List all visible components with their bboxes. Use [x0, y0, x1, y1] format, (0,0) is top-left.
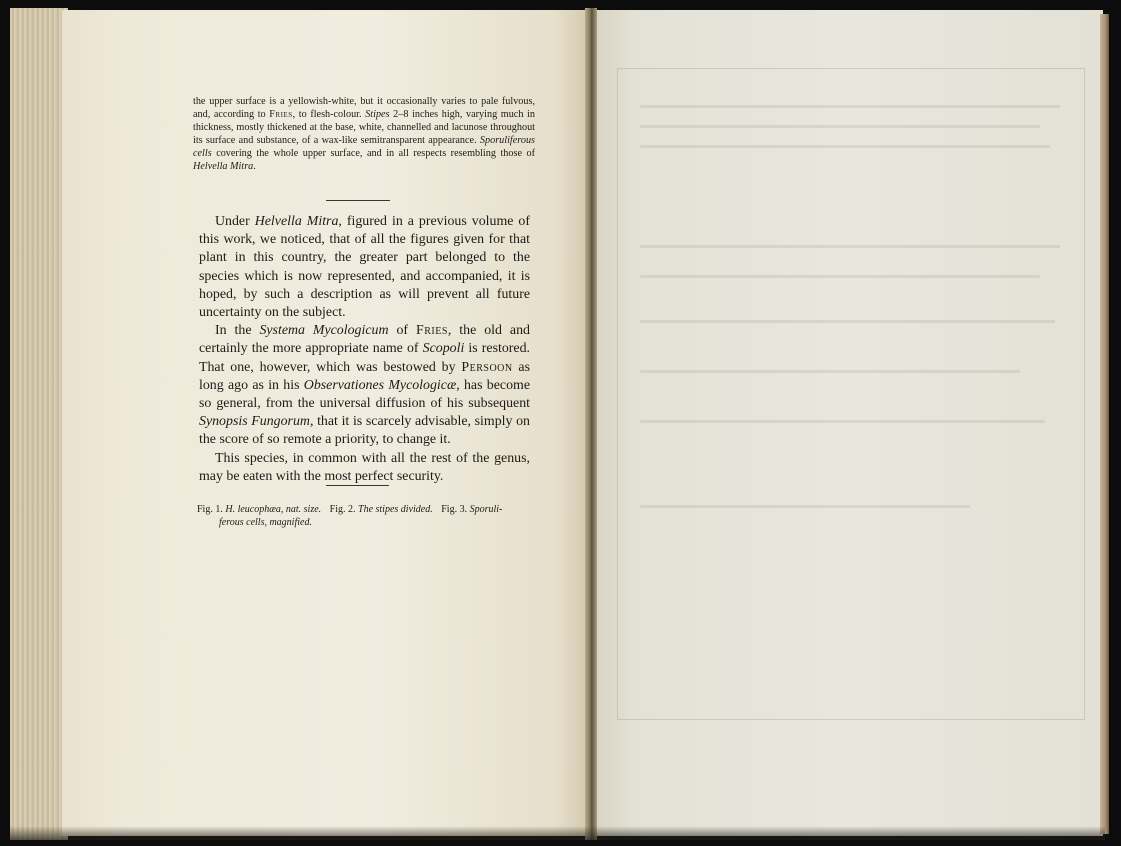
paragraph-1: Under Helvella Mitra, figured in a previous volume of this work, we noticed, that of all the figures given for that plant in this country, the greater part belonged to the species which is now represented, and accompanied, it is hoped, by such a description as will prevent all future uncertainty on the subject.	[199, 214, 530, 321]
paragraph-3: This species, in common with all the rest of the genus, may be eaten with the most perfect security.	[199, 450, 530, 484]
description-text: the upper surface is a yellowish-white, but it occasionally varies to pale fulvous, and, according to Fries, to flesh-colour. Stipes 2–8 inches high, varying much in thickness, mostly thickened at the base, white, channelled and lacunose throughout its surface and substance, of a wax-like semitransparent appearance. Sporuliferous cells covering the whole upper surface, and in all respects resembling those of Helvella Mitra.	[193, 96, 535, 172]
book-gutter	[585, 8, 597, 840]
bleed-through-line	[640, 420, 1045, 423]
figure-caption: Fig. 1. H. leucophæa, nat. size. Fig. 2. The stipes divided. Fig. 3. Sporuli- ferous cells, magnified.	[197, 504, 503, 528]
bleed-through-line	[640, 505, 970, 508]
caption-divider	[326, 485, 389, 486]
bleed-through-line	[640, 245, 1060, 248]
page-edges-left	[10, 8, 68, 840]
bleed-through-line	[640, 125, 1040, 128]
bleed-through-line	[640, 320, 1055, 323]
paragraph-2: In the Systema Mycologicum of Fries, the old and certainly the more appropriate name of Scopoli is restored. That one, however, which was bestowed by Persoon as long ago as in his Observationes Mycologicæ, has become so general, from the universal diffusion of his subsequent Synopsis Fungorum, that it is scarcely advisable, simply on the score of so remote a priority, to change it.	[199, 323, 531, 448]
bleed-through-line	[640, 105, 1060, 108]
bleed-through-line	[640, 275, 1040, 278]
bleed-through-frame	[617, 68, 1085, 720]
main-text	[199, 213, 530, 486]
page-edges-right	[1100, 14, 1109, 834]
bleed-through-line	[640, 370, 1020, 373]
section-divider	[326, 200, 390, 201]
bottom-shadow	[10, 826, 1105, 840]
species-description	[193, 95, 535, 173]
bleed-through-line	[640, 145, 1050, 148]
